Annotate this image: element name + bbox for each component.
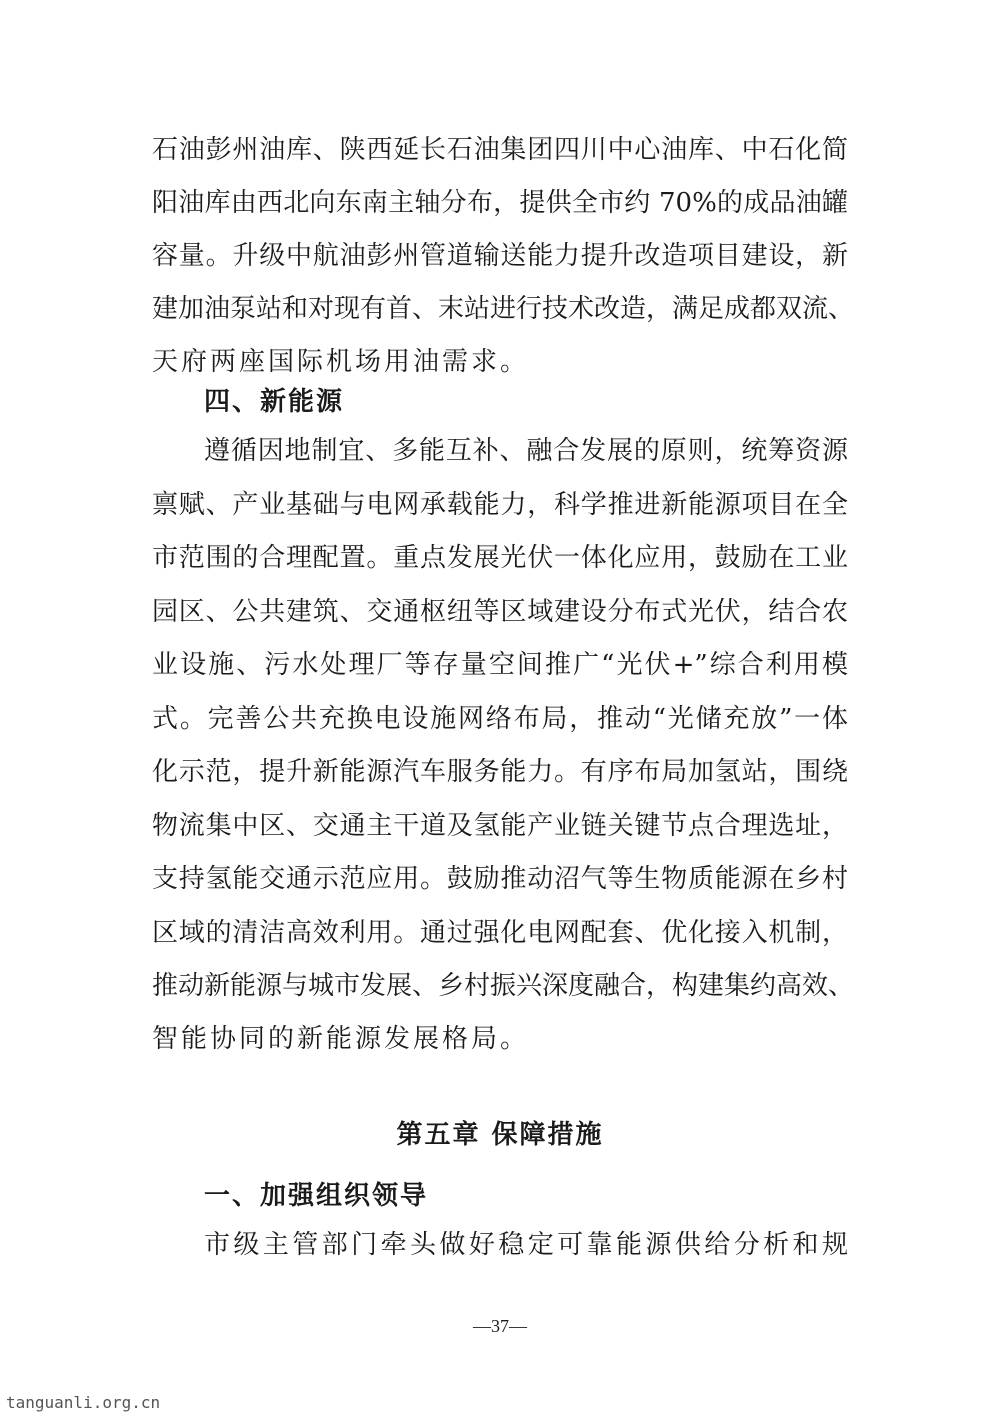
- paragraph-line: 物流集中区、交通主干道及氢能产业链关键节点合理选址，: [152, 811, 848, 841]
- paragraph-line: 建加油泵站和对现有首、末站进行技术改造，满足成都双流、: [152, 294, 855, 324]
- paragraph-line: 业设施、污水处理厂等存量空间推广“光伏+”综合利用模: [152, 650, 848, 680]
- paragraph-line: 禀赋、产业基础与电网承载能力，科学推进新能源项目在全: [152, 490, 848, 520]
- page-number: —37—: [473, 1316, 527, 1336]
- paragraph-line: 市范围的合理配置。重点发展光伏一体化应用，鼓励在工业: [152, 543, 848, 573]
- section-heading: 四、新能源: [204, 387, 345, 417]
- paragraph-line: 石油彭州油库、陕西延长石油集团四川中心油库、中石化简: [152, 135, 848, 165]
- paragraph-line: 化示范，提升新能源汽车服务能力。有序布局加氢站，围绕: [152, 757, 848, 787]
- paragraph-line: 式。完善公共充换电设施网络布局，推动“光储充放”一体: [152, 704, 848, 734]
- paragraph-line: 遵循因地制宜、多能互补、融合发展的原则，统筹资源: [204, 436, 848, 466]
- section-heading: 一、加强组织领导: [204, 1181, 429, 1211]
- paragraph-line: 容量。升级中航油彭州管道输送能力提升改造项目建设，新: [152, 241, 848, 271]
- paragraph-line: 园区、公共建筑、交通枢纽等区域建设分布式光伏，结合农: [152, 597, 848, 627]
- paragraph-line: 阳油库由西北向东南主轴分布，提供全市约 70%的成品油罐: [152, 188, 848, 218]
- paragraph-line: 支持氢能交通示范应用。鼓励推动沼气等生物质能源在乡村: [152, 864, 848, 894]
- paragraph-line: 市级主管部门牵头做好稳定可靠能源供给分析和规: [204, 1230, 848, 1260]
- paragraph-line: 推动新能源与城市发展、乡村振兴深度融合，构建集约高效、: [152, 971, 855, 1001]
- paragraph-line: 智能协同的新能源发展格局。: [152, 1024, 530, 1054]
- chapter-title: 第五章 保障措施: [396, 1120, 604, 1150]
- paragraph-line: 天府两座国际机场用油需求。: [152, 347, 530, 377]
- watermark-text: tanguanli.org.cn: [6, 1393, 161, 1412]
- paragraph-line: 区域的清洁高效利用。通过强化电网配套、优化接入机制，: [152, 918, 848, 948]
